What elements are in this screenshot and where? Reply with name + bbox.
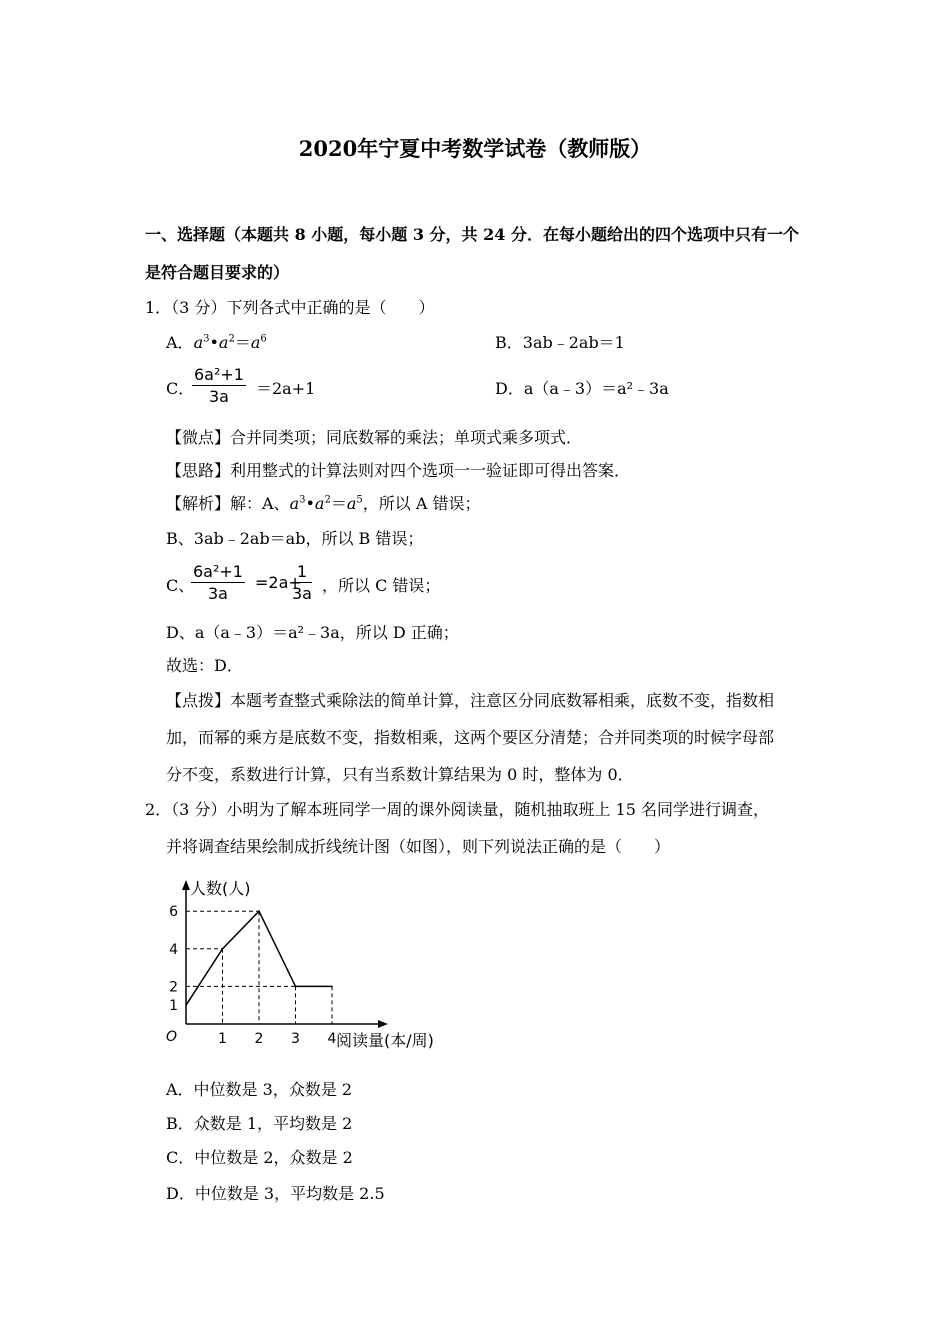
q1-line-b: B、3ab﹣2ab＝ab，所以 B 错误； — [166, 529, 424, 548]
q1-line-c-fraction2 — [292, 562, 312, 605]
q1-option-c-denominator: 3a — [209, 387, 229, 406]
q1-line-c-numerator2: 1 — [292, 562, 312, 583]
section-heading-line2: 是符合题目要求的） — [145, 263, 290, 282]
section-heading-line1: 一、选择题（本题共 8 小题，每小题 3 分，共 24 分．在每小题给出的四个选项中只有一个 — [145, 225, 799, 244]
x-tick-label-3: 3 — [291, 1031, 300, 1047]
q1-jiexi-label: 【解析】解：A、 — [166, 494, 290, 513]
q1-option-d: D．a（a﹣3）＝a²﹣3a — [495, 379, 669, 398]
q1-line-c-label: C、 — [166, 576, 195, 595]
y-tick-label-4: 4 — [169, 941, 178, 958]
q2-option-a: A．中位数是 3，众数是 2 — [166, 1080, 353, 1099]
x-axis-arrow — [378, 1020, 388, 1028]
x-tick-label-4: 4 — [327, 1031, 337, 1047]
x-tick-label-2: 2 — [254, 1031, 264, 1047]
data-point-1 — [222, 948, 224, 950]
q1-option-c-label: C． — [166, 379, 195, 398]
q1-silu: 【思路】利用整式的计算法则对四个选项一一验证即可得出答案． — [166, 461, 631, 480]
x-axis-label: 阅读量(本/周) — [336, 1031, 434, 1050]
q1-line-c-fraction1 — [191, 562, 245, 605]
q1-line-d: D、a（a﹣3）＝a²﹣3a，所以 D 正确； — [166, 623, 459, 642]
data-point-2 — [258, 910, 260, 912]
q1-jiexi-a-tail: ，所以 A 错误； — [362, 494, 481, 513]
line-chart — [160, 872, 460, 1057]
data-point-3 — [295, 986, 297, 988]
y-tick-label-2: 2 — [169, 979, 178, 996]
q1-line-c-mid: =2a+ — [255, 573, 302, 592]
data-point-0 — [185, 1004, 187, 1006]
q1-line-c-denominator2: 3a — [292, 584, 312, 603]
y-tick-label-1: 1 — [169, 998, 178, 1015]
page-title: 2020年宁夏中考数学试卷（教师版） — [298, 136, 652, 161]
q1-option-a-label: A． — [166, 333, 194, 352]
origin-label: O — [165, 1029, 177, 1045]
q1-option-c-numerator: 6a²+1 — [194, 365, 244, 384]
q1-dianbo-line2: 加，而幂的乘方是底数不变，指数相乘，这两个要区分清楚；合并同类项的时候字母部 — [166, 728, 775, 747]
q1-dianbo-line3: 分不变，系数进行计算，只有当系数计算结果为 0 时，整体为 0． — [166, 765, 634, 784]
q1-line-c-numerator: 6a²+1 — [193, 562, 243, 581]
q1-line-c-tail: ，所以 C 错误； — [322, 576, 441, 595]
q1-dianbo-line1: 【点拨】本题考查整式乘除法的简单计算，注意区分同底数幂相乘，底数不变，指数相 — [166, 691, 775, 710]
q2-stem-line2: 并将调查结果绘制成折线统计图（如图），则下列说法正确的是（ ） — [166, 837, 671, 856]
q1-line-c-denominator: 3a — [208, 584, 228, 603]
q2-option-b: B．众数是 1，平均数是 2 — [166, 1114, 353, 1133]
q1-jiexi: 【解析】解：A、$a^3•a^2=a^5$，所以 A 错误； — [166, 494, 481, 513]
x-tick-label-1: 1 — [218, 1031, 227, 1047]
q2-stem-line1: 2．（3 分）小明为了解本班同学一周的课外阅读量，随机抽取班上 15 名同学进行调查， — [145, 800, 769, 819]
q1-answer: 故选：D． — [166, 656, 243, 675]
y-axis-label: 人数(人) — [190, 879, 251, 898]
q1-option-b: B．3ab﹣2ab＝1 — [495, 333, 625, 352]
q1-option-c-fraction — [192, 365, 246, 408]
q2-option-c: C．中位数是 2，众数是 2 — [166, 1148, 353, 1167]
q1-option-a: A．$a^3•a^2=a^6$ — [166, 333, 267, 352]
data-point-4 — [331, 986, 333, 988]
q2-option-d: D．中位数是 3，平均数是 2.5 — [166, 1184, 385, 1203]
q1-stem: 1．（3 分）下列各式中正确的是（ ） — [145, 298, 435, 317]
y-axis-arrow — [182, 880, 190, 890]
q1-weidian: 【微点】合并同类项；同底数幂的乘法；单项式乘多项式． — [166, 428, 583, 447]
y-tick-label-6: 6 — [169, 904, 178, 921]
q1-option-c-rhs: ＝2a+1 — [256, 379, 316, 398]
